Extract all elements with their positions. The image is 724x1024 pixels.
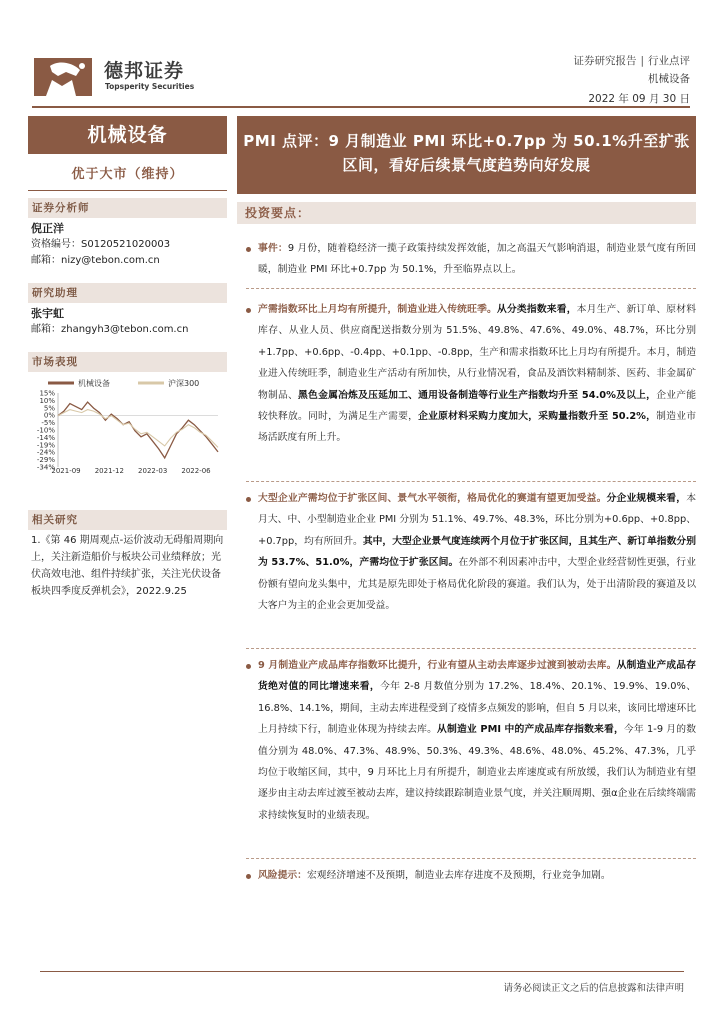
- bullet-icon: [246, 308, 251, 313]
- analyst-email-row: [31, 253, 170, 269]
- paragraph-divider: [246, 481, 696, 482]
- y-tick-label: -10%: [36, 426, 55, 435]
- header-divider: [32, 106, 690, 108]
- bullet-icon: [246, 664, 251, 669]
- analyst-heading: 证券分析师: [28, 198, 227, 218]
- x-tick-label: 2021-09: [51, 467, 81, 475]
- para-text: 企业产能较快释放。同时，为满足生产需要，: [258, 389, 697, 423]
- y-tick-label: -29%: [36, 456, 55, 465]
- para-text: 制造业市场活跃度有所上升。: [258, 411, 696, 444]
- market-heading: 市场表现: [28, 352, 227, 372]
- para-text: 本月生产、新订单、原材料库存、从业人员、供应商配送指数分别为 51.5%、49.8%、47.6%、49.0%、48.7%，环比分别+1.7pp、+0.6pp、-0.4pp、+0.1pp、-0.8pp，生产和需求指数环比上月均有所提升。本月，制造业进入传统旺季，制造业生产活动有所加快，从行业情况看，食品及酒饮料精制茶、医药、非金属矿物制品、: [258, 304, 697, 401]
- legend-label-1: 沪深300: [168, 379, 200, 388]
- analyst-info: [31, 221, 170, 269]
- para-text: 在外部不利因素冲击中，大型企业经营韧性更强，行业份额有望向龙头集中，尤其是原先即处于格局优化阶段的赛道。我们认为，处于出清阶段的赛道及以大客户为主的企业会更加受益。: [258, 557, 696, 612]
- analyst-license-row: [31, 237, 170, 253]
- paragraph-demand: [246, 299, 696, 449]
- para-text: 今年 2-8 月数值分别为 17.2%、18.4%、20.1%、19.9%、19.0%、16.8%、14.1%，期间，主动去库进程受到了疫情多点频发的影响，但自 5 月以来，该同比增速环比上月持续下行，制造业体现为持续去库。: [258, 681, 696, 736]
- related-research-item[interactable]: 1.《第 46 期周观点-运价波动无碍船周期向上，关注新造船价与板块公司业绩释放；光伏高效电池、组件持续扩张，关注光伏设备板块四季度反弹机会》，2022.9.25: [31, 535, 224, 597]
- paragraph-event: [246, 238, 696, 281]
- footer-divider: [40, 971, 684, 972]
- para-bold: 企业原材料采购力度加大，采购量指数升至 50.2%，: [418, 411, 657, 423]
- para-bold: 从制造业 PMI 中的产成品库存指数来看，: [437, 724, 624, 736]
- bullet-icon: [246, 247, 251, 252]
- sector-rating: 优于大市（维持）: [71, 167, 184, 182]
- rating-divider: [28, 190, 227, 191]
- para-lead: 大型企业产需均位于扩张区间、景气水平领衔，格局优化的赛道有望更加受益。: [258, 493, 607, 504]
- assistant-email[interactable]: zhangyh3@tebon.com.cn: [61, 324, 189, 335]
- license-label: 资格编号：: [31, 239, 81, 250]
- bullet-icon: [246, 497, 251, 502]
- topsperity-bull-logo-icon: [32, 50, 94, 100]
- para-lead: 事件：: [258, 243, 288, 254]
- brand-name-cn: 德邦证券: [104, 60, 185, 82]
- meta-separator: |: [640, 55, 644, 67]
- y-tick-label: 10%: [39, 396, 55, 405]
- paragraph-risk: [246, 865, 696, 886]
- assistant-heading: 研究助理: [28, 283, 227, 303]
- y-tick-label: -34%: [36, 463, 55, 472]
- company-logo: [32, 50, 195, 102]
- assistant-info: [31, 306, 188, 338]
- legend-label-0: 机械设备: [78, 379, 110, 388]
- y-tick-label: 0%: [43, 411, 55, 420]
- y-tick-label: 15%: [39, 389, 55, 398]
- paragraph-inventory: [246, 655, 696, 826]
- para-text: 9 月份，随着稳经济一揽子政策持续发挥效能，加之高温天气影响消退，制造业景气度有所回暖，制造业 PMI 环比+0.7pp 为 50.1%，升至临界点以上。: [258, 243, 696, 276]
- assistant-email-row: [31, 322, 188, 338]
- brand-name-en: Topsperity Securities: [105, 82, 195, 91]
- related-heading: 相关研究: [28, 510, 227, 530]
- report-title: PMI 点评：9 月制造业 PMI 环比+0.7pp 为 50.1%升至扩张区间，看好后续景气度趋势向好发展: [237, 116, 696, 194]
- sector-name: 机械设备: [28, 116, 227, 154]
- paragraph-enterprise-size: [246, 488, 696, 616]
- analyst-email[interactable]: nizy@tebon.com.cn: [61, 255, 160, 266]
- paragraph-divider: [246, 858, 696, 859]
- y-tick-label: -19%: [36, 441, 55, 450]
- bullet-icon: [246, 874, 251, 879]
- para-lead: 产需指数环比上月均有所提升，制造业进入传统旺季。: [258, 304, 497, 315]
- report-meta: [573, 52, 690, 108]
- report-date: 2022 年 09 月 30 日: [588, 93, 690, 105]
- para-text: 本月大、中、小型制造业企业 PMI 分别为 51.1%、49.7%、48.3%，环比分别为+0.6pp、+0.8pp、+0.7pp，均有所回升。: [258, 493, 697, 547]
- para-text: 宏观经济增速不及预期，制造业去库存进度不及预期，行业竞争加剧。: [306, 870, 611, 881]
- para-text: 今年 1-9 月的数值分别为 48.0%、47.3%、48.9%、50.3%、49.3%、48.6%、48.0%、45.2%、47.3%，几乎均位于收缩区间，其中，9 月环比上月有所提升，制造业去库速度或有所放缓，我们认为制造业有望逐步由主动去库过渡至被动去库，建议持续跟踪制造业景气度，并关注顺周期、强α企业在后续终端需求持续恢复时的业绩表现。: [258, 724, 697, 821]
- para-bold: 从制造业产成品存货绝对值的同比增速来看，: [258, 660, 696, 693]
- y-tick-label: -24%: [36, 448, 55, 457]
- y-tick-label: 5%: [43, 404, 55, 413]
- para-bold: 黑色金属冶炼及压延加工、通用设备制造等行业生产指数均升至 54.0%及以上，: [298, 389, 657, 401]
- assistant-name: 张宇虹: [31, 307, 64, 320]
- x-tick-label: 2022-03: [138, 467, 168, 475]
- report-type: 证券研究报告: [573, 55, 637, 67]
- paragraph-divider: [246, 288, 696, 289]
- para-bold: 其中，大型企业景气度连续两个月位于扩张区间，且其生产、新订单指数分别为 53.7%、51.0%，产需均位于扩张区间。: [258, 535, 696, 569]
- market-performance-chart: [28, 375, 227, 503]
- para-lead: 风险提示：: [258, 870, 307, 881]
- report-industry: 机械设备: [648, 73, 690, 85]
- key-points-heading: 投资要点：: [237, 202, 696, 224]
- email-label: 邮箱：: [31, 324, 61, 335]
- footer-disclaimer[interactable]: 请务必阅读正文之后的信息披露和法律声明: [503, 983, 684, 994]
- y-tick-label: -5%: [41, 419, 55, 428]
- para-bold: 分企业规模来看，: [606, 493, 687, 504]
- para-lead: 9 月制造业产成品库存指数环比提升，行业有望从主动去库逐步过渡到被动去库。: [258, 660, 617, 671]
- analyst-name: 倪正洋: [31, 222, 64, 235]
- license-number: S0120521020003: [81, 239, 171, 250]
- report-subtype: 行业点评: [648, 55, 690, 67]
- para-bold: 从分类指数来看，: [497, 304, 577, 315]
- series-line-1: [58, 410, 218, 448]
- x-tick-label: 2022-06: [181, 467, 211, 475]
- email-label: 邮箱：: [31, 255, 61, 266]
- series-line-0: [58, 402, 218, 458]
- y-tick-label: -14%: [36, 433, 55, 442]
- x-tick-label: 2021-12: [94, 467, 124, 475]
- paragraph-divider: [246, 648, 696, 649]
